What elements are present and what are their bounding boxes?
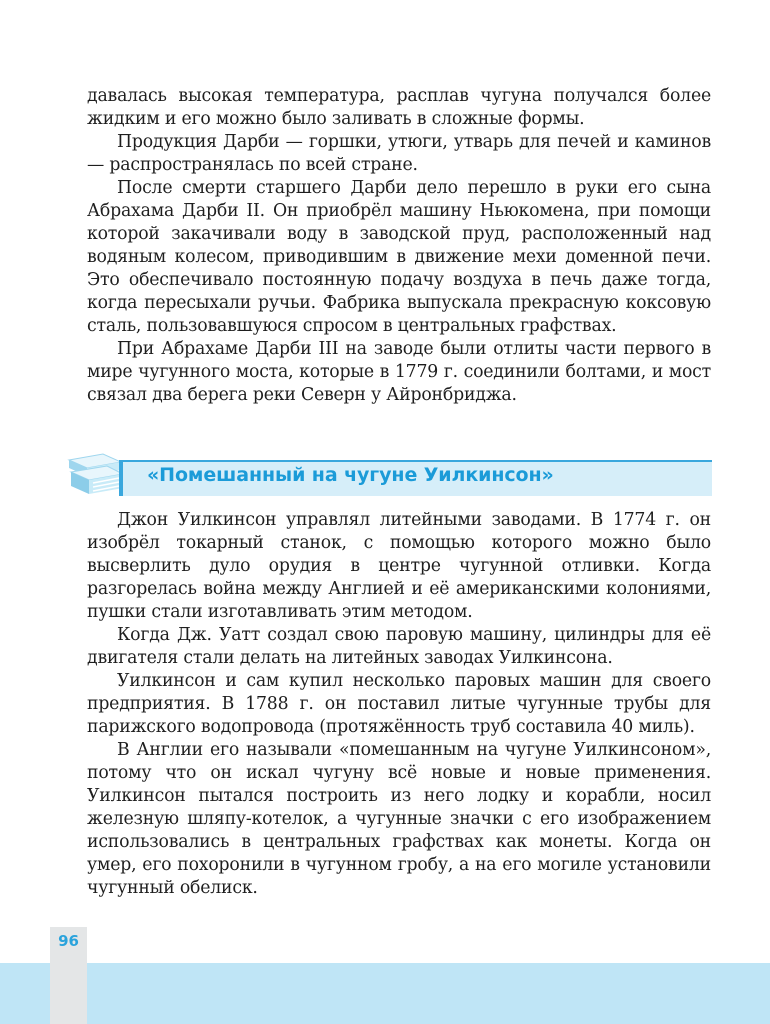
paragraph: В Англии его называли «помешанным на чугуне Уилкинсоном», потому что он искал чугуну всё новые и новые применения. Уилкинсон пытался построить из него лодку и корабли, носил железную шляпу-котелок, а чугунные значки с его изображением использовались в центральных графствах как монеты. Когда он умер, его похоронили в чугунном гробу, а на его могиле установили чугунный обелиск. bbox=[87, 740, 711, 898]
books-icon bbox=[63, 446, 125, 496]
page-number: 96 bbox=[58, 932, 79, 950]
paragraph: Продукция Дарби — горшки, утюги, утварь для печей и каминов — распространялась по всей стране. bbox=[87, 132, 711, 175]
section-accent-line bbox=[119, 460, 123, 496]
paragraph: давалась высокая температура, расплав чугуна получался более жидким и его можно было заливать в сложные формы. bbox=[87, 86, 711, 129]
footer-band bbox=[0, 963, 770, 1024]
section-title: «Помешанный на чугуне Уилкинсон» bbox=[147, 464, 554, 486]
section-header bbox=[63, 446, 712, 496]
paragraph: Джон Уилкинсон управлял литейными заводами. В 1774 г. он изобрёл токарный станок, с помощью которого можно было высверлить дуло орудия в центре чугунной отливки. Когда разгорелась война между Англией и её американскими колониями, пушки стали изготавливать этим методом. bbox=[87, 510, 711, 622]
paragraph: При Абрахаме Дарби III на заводе были отлиты части первого в мире чугунного моста, которые в 1779 г. соединили болтами, и мост связал два берега реки Северн у Айронбриджа. bbox=[87, 339, 711, 405]
paragraph: После смерти старшего Дарби дело перешло в руки его сына Абрахама Дарби II. Он приобрёл машину Ньюкомена, при помощи которой закачивали воду в заводской пруд, расположенный над водяным колесом, приводившим в движение мехи доменной печи. Это обеспечивало постоянную подачу воздуха в печь даже тогда, когда пересыхали ручьи. Фабрика выпускала прекрасную коксовую сталь, пользовавшуюся спросом в центральных графствах. bbox=[87, 178, 711, 336]
text-block-darby bbox=[87, 85, 711, 407]
paragraph: Когда Дж. Уатт создал свою паровую машину, цилиндры для её двигателя стали делать на литейных заводах Уилкинсона. bbox=[87, 625, 711, 668]
paragraph: Уилкинсон и сам купил несколько паровых машин для своего предприятия. В 1788 г. он поставил литые чугунные трубы для парижского водопровода (протяжённость труб составила 40 миль). bbox=[87, 671, 711, 737]
text-block-wilkinson bbox=[87, 509, 711, 900]
